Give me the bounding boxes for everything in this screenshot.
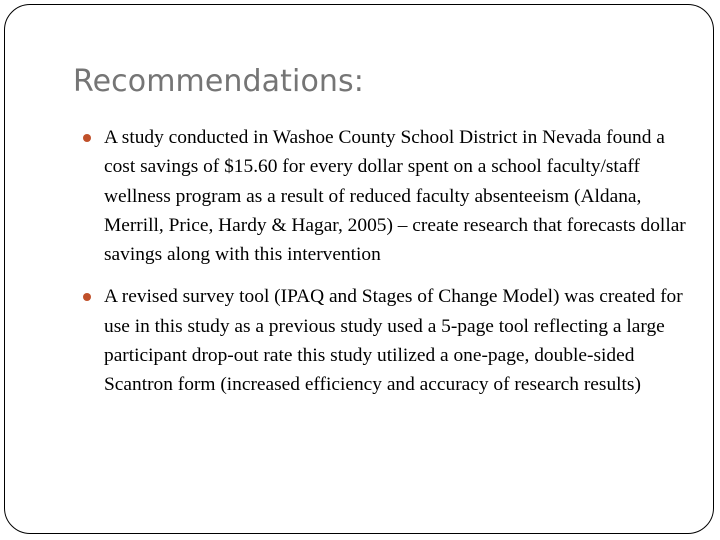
slide-content-body	[79, 123, 691, 400]
bullet-dot-icon	[83, 293, 91, 301]
page-title: Recommendations:	[73, 64, 364, 99]
bullet-item-text: A revised survey tool (IPAQ and Stages of Change Model) was created for use in this study as a previous study used a 5-page tool reflecting a large participant drop-out rate this study utilized a one-page, double-sided Scantron form (increased efficiency and accuracy of research results)	[104, 286, 683, 396]
list-item	[79, 282, 691, 399]
slide-frame	[4, 4, 714, 534]
list-item	[79, 123, 691, 269]
bullet-item-text: A study conducted in Washoe County School District in Nevada found a cost savings of $15.60 for every dollar spent on a school faculty/staff wellness program as a result of reduced faculty absenteeism (Aldana, Merrill, Price, Hardy & Hagar, 2005) – create research that forecasts dollar savings along with this intervention	[104, 127, 686, 266]
bullet-dot-icon	[83, 134, 91, 142]
bullet-list	[79, 123, 691, 400]
